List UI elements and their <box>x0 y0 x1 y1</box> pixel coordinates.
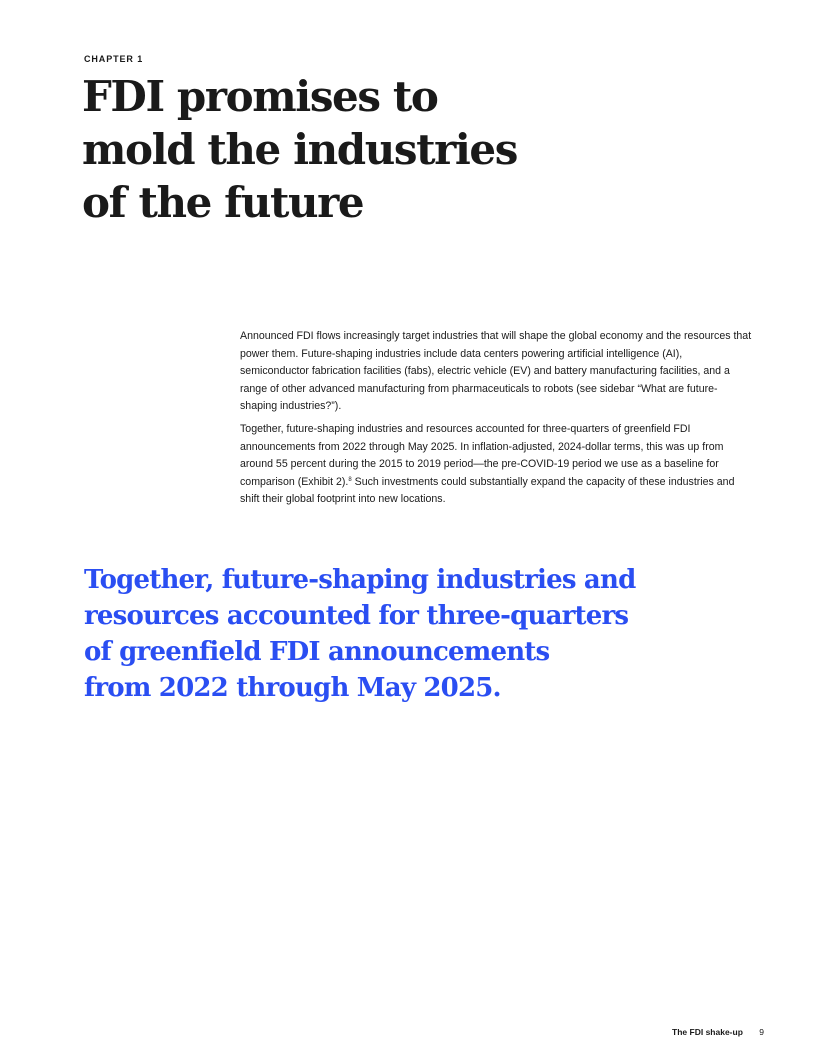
body-paragraph: Announced FDI flows increasingly target industries that will shape the global economy and the resources that power them. Future-shaping industries include data centers powering artificial intelligence (AI), semiconductor fabrication facilities (fabs), electric vehicle (EV) and battery manufacturing facilities, and a range of other advanced manufacturing from pharmaceuticals to robots (see sidebar “What are future-shaping industries?”). <box>240 330 752 413</box>
body-text <box>240 328 752 514</box>
title-line: mold the industries <box>82 125 517 174</box>
title-line: of the future <box>82 178 364 227</box>
page-title <box>82 70 602 229</box>
page-number: 9 <box>759 1027 764 1037</box>
footer-publication-title: The FDI shake-up <box>672 1027 743 1037</box>
body-paragraph-text: Such investments could substantially expand the capacity of these industries and shift their global footprint into new locations. <box>240 475 735 506</box>
pull-quote-line: from 2022 through May 2025. <box>84 673 501 703</box>
body-paragraph-text: Together, future-shaping industries and resources accounted for three-quarters of greenfield FDI announcements from 2022 through May 2025. In inflation-adjusted, 2024-dollar terms, this was up from around 55 percent during the 2015 to 2019 period—the pre-COVID-19 period we use as a baseline for comparison (Exhibit 2). <box>240 422 724 488</box>
pull-quote <box>84 562 684 706</box>
footnote-marker[interactable]: 8 <box>348 476 352 483</box>
pull-quote-line: Together, future-shaping industries and <box>84 565 636 595</box>
page-footer <box>672 1027 764 1037</box>
pull-quote-line: resources accounted for three-quarters <box>84 601 629 631</box>
title-line: FDI promises to <box>82 72 438 121</box>
body-paragraph <box>240 421 752 509</box>
chapter-label: CHAPTER 1 <box>84 54 144 64</box>
pull-quote-line: of greenfield FDI announcements <box>84 637 550 667</box>
